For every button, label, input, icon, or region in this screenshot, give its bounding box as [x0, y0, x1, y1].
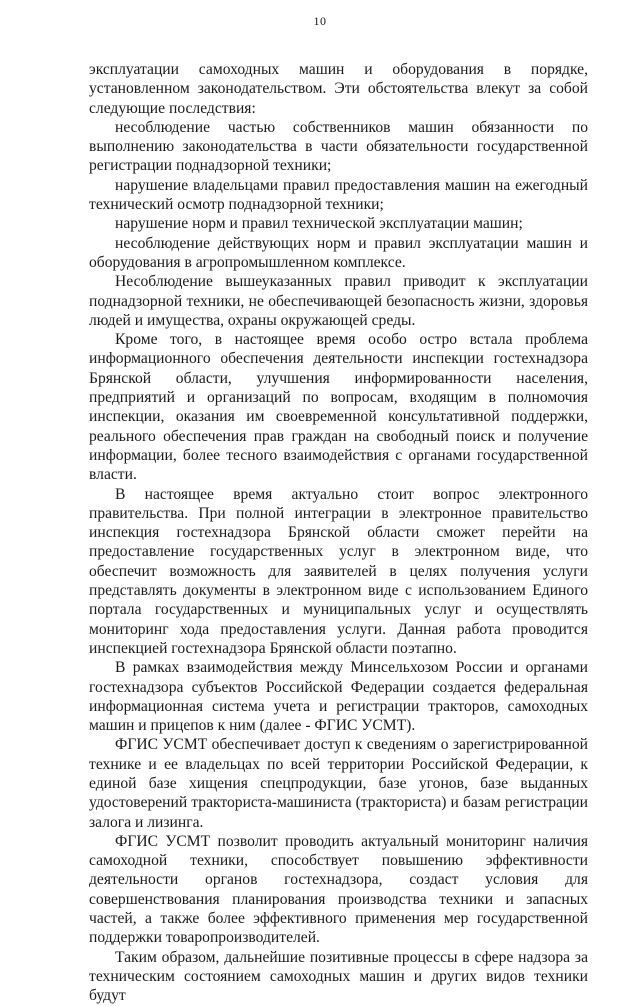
paragraph: Несоблюдение вышеуказанных правил приводит к эксплуатации поднадзорной техники, не обеспечивающей безопасность жизни, здоровья людей и имущества, охраны окружающей среды. [89, 273, 588, 329]
paragraph: ФГИС УСМТ обеспечивает доступ к сведениям о зарегистрированной технике и ее владельцах по всей территории Российской Федерации, к единой базе хищения спецпродукции, базе угонов, базе выданных удостоверений тракториста-машиниста (тракториста) и базам регистрации залога и лизинга. [89, 736, 588, 831]
paragraph-continuation: эксплуатации самоходных машин и оборудования в порядке, установленном законодательством. Эти обстоятельства влекут за собой следующие последствия: [89, 61, 588, 117]
paragraph: Таким образом, дальнейшие позитивные процессы в сфере надзора за техническим состоянием самоходных машин и других видов техники будут [89, 948, 588, 1005]
paragraph: несоблюдение частью собственников машин обязанности по выполнению законодательства в части обязательности государственной регистрации поднадзорной техники; [89, 118, 588, 175]
page-number: 10 [313, 14, 327, 28]
document-body [89, 60, 588, 1006]
paragraph: В настоящее время актуально стоит вопрос электронного правительства. При полной интеграции в электронное правительство инспекция гостехнадзора Брянской области сможет перейти на предоставление государственных услуг в электронном виде, что обеспечит возможность для заявителей в целях получения услуги представлять документы в электронном виде с использованием Единого портала государственных и муниципальных услуг и осуществлять мониторинг хода предоставления услуги. Данная работа проводится инспекцией гостехнадзора Брянской области поэтапно. [89, 485, 588, 657]
paragraph: нарушение норм и правил технической эксплуатации машин; [115, 215, 523, 233]
paragraph: ФГИС УСМТ позволит проводить актуальный мониторинг наличия самоходной техники, способствует повышению эффективности деятельности органов гостехнадзора, создаст условия для совершенствования планирования производства техники и запасных частей, а также более эффективного применения мер государственной поддержки товаропроизводителей. [89, 832, 588, 947]
paragraph: Кроме того, в настоящее время особо остро встала проблема информационного обеспечения деятельности инспекции гостехнадзора Брянской области, улучшения информированности населения, предприятий и организаций по вопросам, входящим в полномочия инспекции, оказания им своевременной консультативной поддержки, реального обеспечения прав граждан на свободный поиск и получение информации, более тесного взаимодействия с органами государственной власти. [89, 331, 588, 484]
paragraph: В рамках взаимодействия между Минсельхозом России и органами гостехнадзора субъектов Российской Федерации создается федеральная информационная система учета и регистрации тракторов, самоходных машин и прицепов к ним (далее - ФГИС УСМТ). [89, 659, 588, 735]
paragraph: несоблюдение действующих норм и правил эксплуатации машин и оборудования в агропромышленном комплексе. [89, 234, 588, 271]
paragraph: нарушение владельцами правил предоставления машин на ежегодный технический осмотр поднадзорной техники; [89, 176, 588, 214]
